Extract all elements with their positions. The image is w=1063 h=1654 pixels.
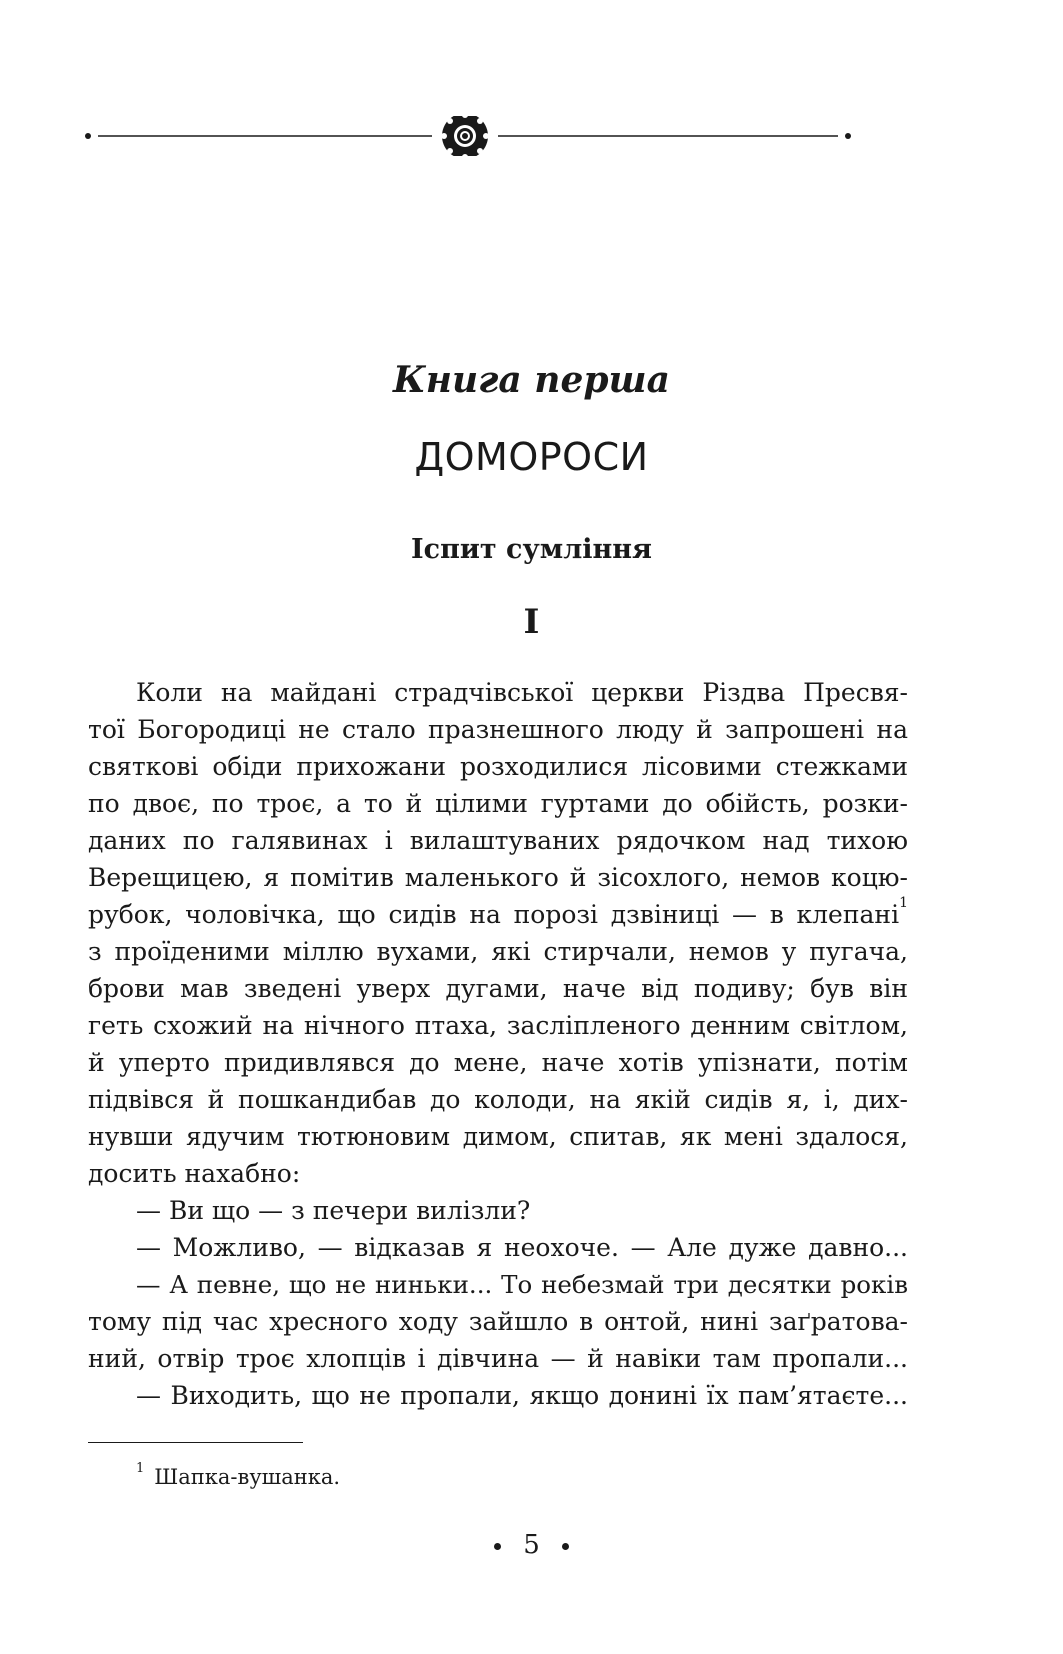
dialogue-line: — Можливо, — відказав я неохоче. — Але дуже давно...: [136, 1233, 908, 1262]
story-title: Іспит сумління: [411, 534, 652, 565]
bullet-icon: [494, 1543, 501, 1550]
part-title: ДОМОРОСИ: [414, 435, 649, 479]
footnote: [136, 1462, 340, 1492]
footnote-text: Шапка-вушанка.: [154, 1465, 341, 1489]
page-footer: [0, 1528, 1063, 1562]
dialogue-line: — А певне, що не ниньки... То небезмай три десятки років: [136, 1270, 908, 1299]
text-line: рубок, чоловічка, що сидів на порозі дзвіниці — в клепані: [88, 900, 900, 929]
text-line: тої Богородиці не стало празнешного люду й запрошені на: [88, 715, 908, 744]
text-line: Коли на майдані страдчівської церкви Різдва Пресвя-: [136, 678, 908, 707]
book-title: Книга перша: [393, 359, 670, 401]
footnote-divider: [88, 1442, 303, 1443]
header-ornament: [80, 116, 960, 156]
dialogue-line: — Виходить, що не пропали, якщо донині їх пам’ятаєте...: [136, 1381, 908, 1410]
chapter-number: I: [523, 602, 540, 642]
text-line: досить нахабно:: [88, 1159, 301, 1188]
text-line: Верещицею, я помітив маленького й зісохлого, немов коцю-: [88, 863, 908, 892]
text-line: підвівся й пошкандибав до колоди, на якій сидів я, і, дих-: [88, 1085, 908, 1114]
text-line: нувши ядучим тютюновим димом, спитав, як мені здалося,: [88, 1122, 908, 1151]
text-line: геть схожий на нічного птаха, засліпленого денним світлом,: [88, 1011, 908, 1040]
dialogue-line: — Ви що — з печери вилізли?: [136, 1196, 531, 1225]
page-number: 5: [523, 1530, 540, 1560]
footnote-number: 1: [136, 1461, 145, 1476]
text-line: брови мав зведені уверх дугами, наче від подиву; був він: [88, 974, 908, 1003]
bullet-icon: [562, 1543, 569, 1550]
text-line: й уперто придивлявся до мене, наче хотів упізнати, потім: [88, 1048, 908, 1077]
text-line: з проїденими міллю вухами, які стирчали, немов у пугача,: [88, 937, 908, 966]
flower-icon: [441, 116, 489, 156]
body-text: [88, 674, 908, 1414]
footnote-marker: 1: [899, 895, 908, 911]
text-line: даних по галявинах і вилаштуваних рядочком над тихою: [88, 826, 908, 855]
text-line-with-footnote: [88, 896, 908, 933]
text-line: ний, отвір троє хлопців і дівчина — й навіки там пропали...: [88, 1344, 908, 1373]
text-line: по двоє, по троє, а то й цілими гуртами до обійсть, розки-: [88, 789, 908, 818]
text-line: святкові обіди прихожани розходилися лісовими стежками: [88, 752, 908, 781]
text-line: тому під час хресного ходу зайшло в онтой, нині заґратова-: [88, 1307, 908, 1336]
